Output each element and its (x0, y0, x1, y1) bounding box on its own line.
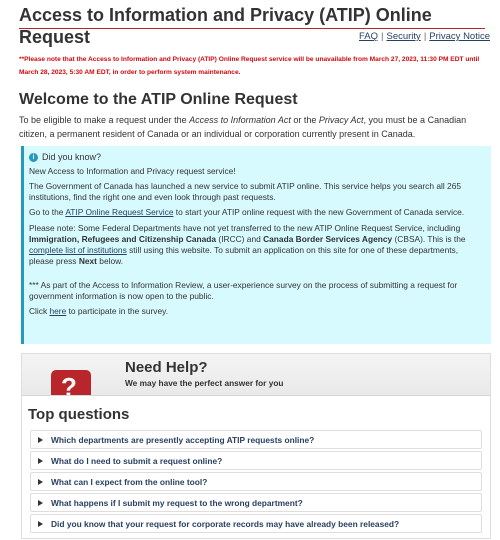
caret-right-icon (38, 458, 43, 464)
question-item[interactable]: What happens if I submit my request to the wrong department? (30, 493, 482, 512)
did-you-know-alert (21, 146, 491, 344)
page-title: Access to Information and Privacy (ATIP) Online Request (19, 5, 432, 47)
info-icon: i (29, 153, 38, 162)
banner-subtitle: We may have the perfect answer for you (125, 378, 284, 388)
banner-title: Need Help? (125, 359, 208, 376)
alert-paragraph: *** As part of the Access to Information Review, a user-experience survey on the process of submitting a request for government information is now open to the public. (29, 279, 458, 301)
alert-paragraph: Click here to participate in the survey. (29, 305, 169, 316)
security-link[interactable]: Security (386, 31, 421, 42)
alert-paragraph: The Government of Canada has launched a new service to submit ATIP online. This service helps you search all 265 institutions, find the right one and even look through past requests. (29, 181, 462, 203)
question-item[interactable]: Which departments are presently accepting ATIP requests online? (30, 430, 482, 449)
top-links: FAQ | Security | Privacy Notice (359, 31, 490, 42)
eligibility-text: To be eligible to make a request under the Access to Information Act or the Privacy Act, you must be a Canadian citizen, a permanent resident of Canada or an individual or corporation currently present in Canada. (19, 115, 467, 139)
caret-right-icon (38, 437, 43, 443)
need-help-banner (22, 354, 490, 396)
caret-right-icon (38, 500, 43, 506)
welcome-heading: Welcome to the ATIP Online Request (19, 91, 298, 108)
caret-right-icon (38, 479, 43, 485)
alert-paragraph: Please note: Some Federal Departments have not yet transferred to the new ATIP Online Request Service, including Immigration, Refugees and Citizenship Canada (IRCC) and Canada Border Services Agency (CBSA). This is the complete list of institutions still using this website. To submit an application on this site for one of these departments, please press Next below. (29, 222, 466, 266)
question-mark-icon: ? (51, 370, 91, 396)
did-you-know-title: i Did you know? (29, 152, 483, 163)
top-questions-heading: Top questions (28, 406, 130, 423)
question-item[interactable]: Did you know that your request for corporate records may have already been released? (30, 514, 482, 533)
alert-paragraph: New Access to Information and Privacy request service! (29, 166, 236, 176)
atip-online-request-service-link[interactable]: ATIP Online Request Service (65, 207, 174, 218)
question-item[interactable]: What can I expect from the online tool? (30, 472, 482, 491)
question-list (30, 430, 482, 535)
caret-right-icon (38, 521, 43, 527)
need-help-panel (21, 353, 491, 539)
survey-link[interactable]: here (49, 305, 67, 316)
privacy-notice-link[interactable]: Privacy Notice (429, 31, 490, 42)
maintenance-warning: **Please note that the Access to Information and Privacy (ATIP) Online Request service will be unavailable from March 27, 2023, 11:30 PM EDT until March 28, 2023, 5:30 AM EDT, in order to perform system maintenance. (19, 56, 480, 76)
complete-list-of-institutions-link[interactable]: complete list of institutions (29, 244, 127, 255)
question-item[interactable]: What do I need to submit a request online? (30, 451, 482, 470)
alert-paragraph: Go to the ATIP Online Request Service to start your ATIP online request with the new Government of Canada service. (29, 207, 465, 218)
faq-link[interactable]: FAQ (359, 31, 379, 42)
